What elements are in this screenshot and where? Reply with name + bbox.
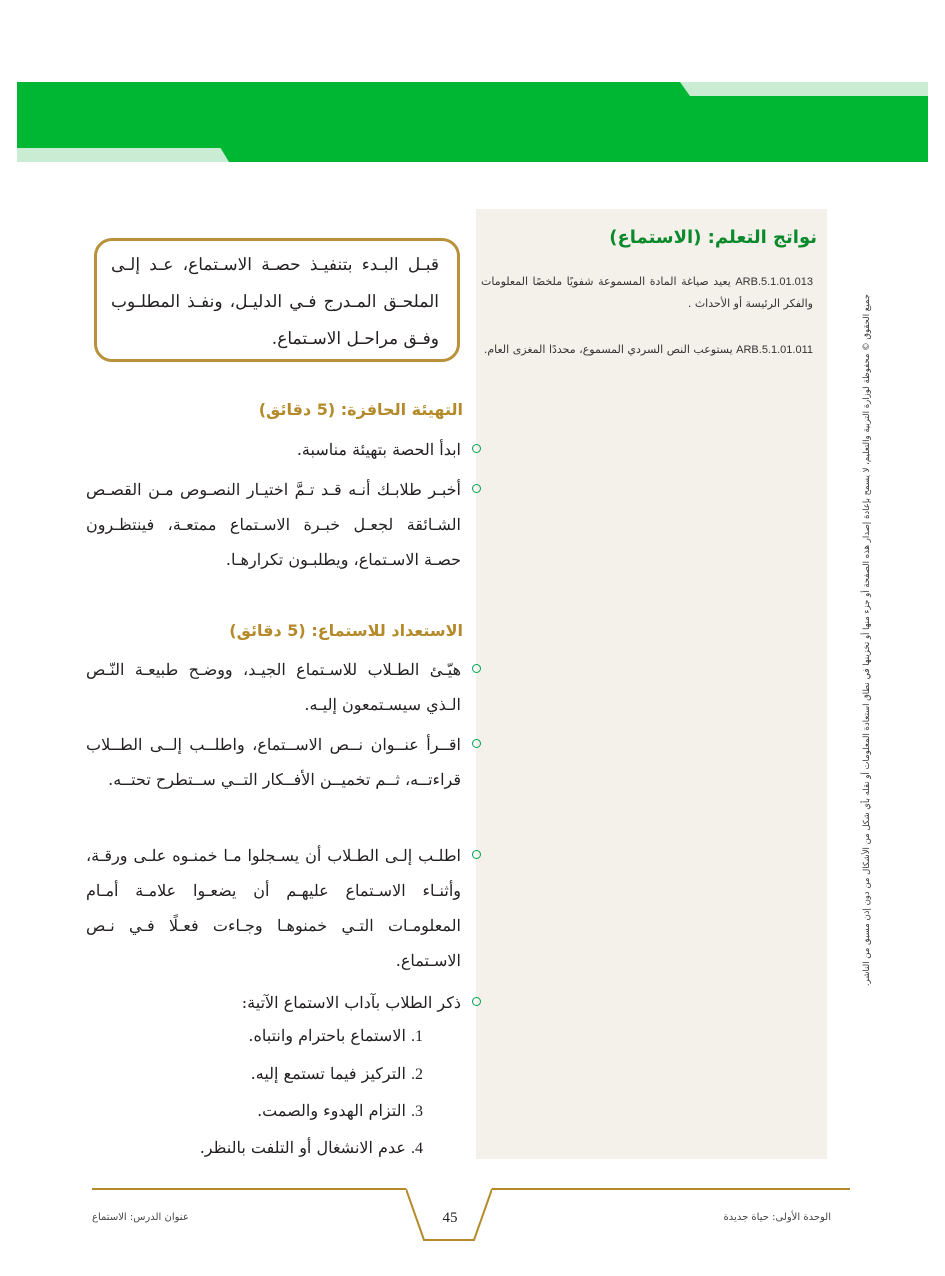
bullet-text: أخبـر طلابـك أنـه قـد تـمَّ اختيـار النصـوص مـن القصـص الشـائقة لجعـل خبـرة الاسـتماع ممتعـة، فينتظـرون حصـة الاسـتماع، ويطلبـون تكرارهـا. [86,480,461,569]
bullet-item [86,472,461,577]
numbered-item [251,1059,441,1090]
item-number: 3. [411,1103,423,1120]
item-text: التركيز فيما تستمع إليه. [250,1064,406,1083]
outcome-text: يعيد صياغة المادة المسموعة شفويًا ملخصًا المعلومات والفكر الرئيسة أو الأحداث . [481,275,813,310]
section-duration: (5 دقائق) [229,621,306,640]
bullet-circle-icon [472,739,481,748]
numbered-item [248,1021,441,1052]
bullet-circle-icon [472,444,481,453]
numbered-item [257,1096,441,1127]
page-number: 45 [442,1210,458,1226]
item-text: الاستماع باحترام وانتباه. [248,1026,406,1045]
section-duration: (5 دقائق) [258,400,336,419]
item-text: التزام الهدوء والصمت. [257,1101,406,1120]
learning-outcomes-panel [476,209,827,1159]
bullet-item [86,727,461,797]
outcome-code: ARB.5.1.01.011 [736,344,813,356]
bullet-item [86,985,461,1020]
outcome-code: ARB.5.1.01.013 [735,276,813,288]
section-title-text: التهيئة الحافزة: [340,400,463,419]
bullet-text: ذكر الطلاب بآداب الاستماع الآتية: [241,993,461,1012]
bullet-text: ابدأ الحصة بتهيئة مناسبة. [296,440,461,459]
numbered-item [200,1133,441,1164]
note-text: قبـل البـدء بتنفيـذ حصـة الاسـتماع، عـد إلـى الملحـق المـدرج فـي الدليـل، ونفـذ المطلـوب وفـق مراحـل الاسـتماع. [111,255,439,349]
header-accent-top [680,82,928,96]
section-title-motivation [259,400,463,419]
footer-lesson-title: عنوان الدرس: الاستماع [92,1212,189,1223]
bullet-circle-icon [472,484,481,493]
section-title-text: الاستعداد للاستماع: [311,621,463,640]
outcome-item [481,271,813,315]
footer-rule-left [92,1188,406,1190]
outcomes-title: نواتج التعلم: (الاستماع) [609,227,817,248]
item-text: عدم الانشغال أو التلفت بالنظر. [199,1138,406,1157]
bullet-text: هيّـئ الطـلاب للاسـتماع الجيـد، ووضـح طبيعـة النّـص الـذي سيسـتمعون إليـه. [86,660,461,714]
header-accent-bottom [17,148,229,162]
instruction-note-box [94,238,460,362]
copyright-notice [857,290,877,990]
bullet-circle-icon [472,850,481,859]
footer-unit-title: الوحدة الأولى: حياة جديدة [723,1212,831,1223]
bullet-item [86,652,461,722]
bullet-item [86,838,461,978]
outcome-text: يستوعب النص السردي المسموع، محددًا المغزى العام. [483,343,733,356]
copyright-text: جميع الحقوق © محفوظة لوزارة التربية والتعليم، لا يسمح بإعادة إصدار هذه الصفحة أو جزء منها أو تخزينها في نطاق استعادة المعلومات أو نقله بأي شكل من الأشكال من دون إذن مسبق من الناشر. [862,293,872,987]
footer-rule-right [492,1188,850,1190]
bullet-circle-icon [472,997,481,1006]
bullet-item [86,432,461,467]
bullet-circle-icon [472,664,481,673]
item-number: 1. [411,1028,423,1045]
item-number: 2. [411,1066,423,1083]
outcome-item [481,339,813,361]
section-title-preparation [229,621,463,640]
item-number: 4. [411,1140,423,1157]
bullet-text: اقــرأ عنــوان نــص الاســتماع، واطلــب إلــى الطــلاب قراءتــه، ثــم تخميــن الأفــكار التــي ســتطرح تحتــه. [86,735,461,789]
bullet-text: اطلـب إلـى الطـلاب أن يسـجلوا مـا خمنـوه علـى ورقـة، وأثنـاء الاسـتماع عليهـم أن يضعـوا علامـة أمـام المعلومـات التـي خمنوهـا وجـاءت فعـلًا فـي نـص الاسـتماع. [86,846,461,970]
